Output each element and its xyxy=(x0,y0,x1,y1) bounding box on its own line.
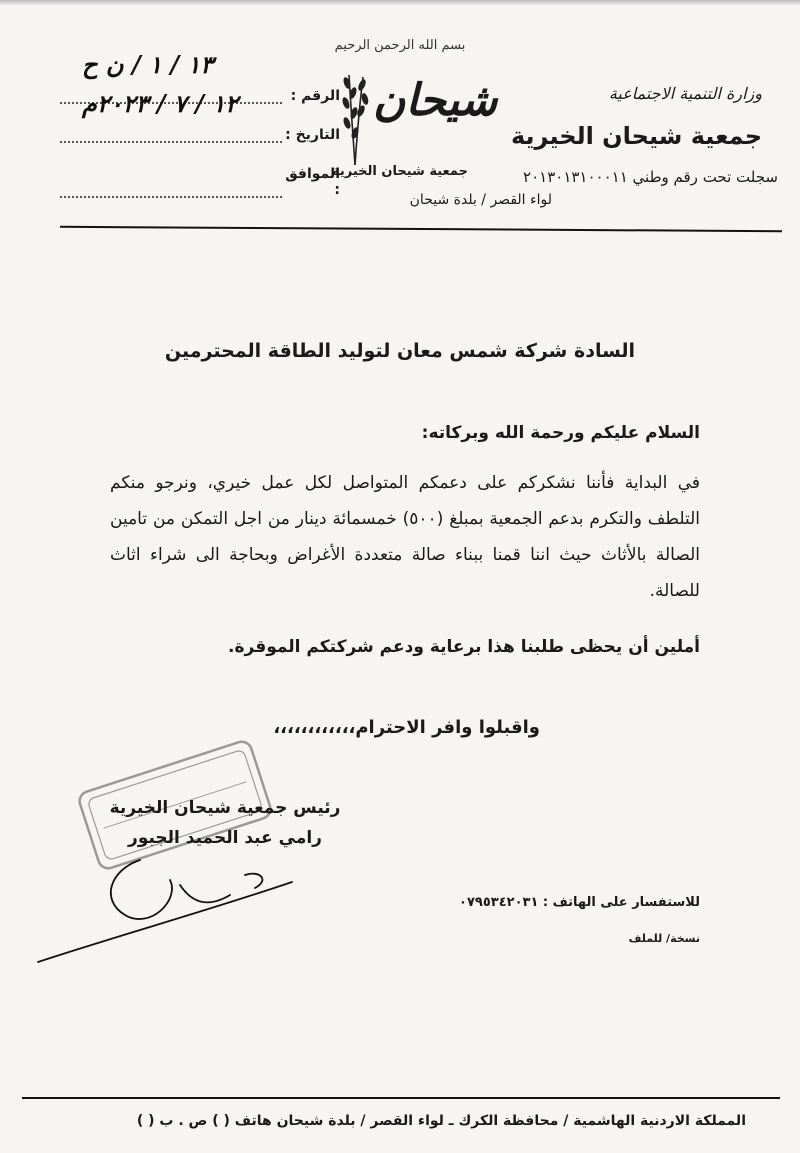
logo-word: شيحان xyxy=(373,75,498,126)
district: لواء القصر / بلدة شيحان xyxy=(409,192,552,208)
date-field xyxy=(60,89,282,143)
scan-edge xyxy=(0,0,800,6)
hijri-date-label: الموافق : xyxy=(285,166,340,198)
signature-icon xyxy=(30,840,350,980)
reference-number-label: الرقم : xyxy=(290,88,340,104)
registration-number: سجلت تحت رقم وطني ٢٠١٣٠١٣١٠٠٠١١ xyxy=(523,168,778,186)
reference-number-value: ١٣ / ١ / ن ح xyxy=(82,50,214,79)
hope-line: أملين أن يحظى طلبنا هذا برعاية ودعم شركتكم الموقرة. xyxy=(228,637,700,657)
footer-address: المملكة الاردنية الهاشمية / محافظة الكرك ـ لواء القصر / بلدة شيحان هاتف ( ) ص . ب ( ) xyxy=(136,1113,746,1129)
recipient-line: السادة شركة شمس معان لتوليد الطاقة المحترمين xyxy=(164,340,636,362)
date-label: التاريخ : xyxy=(285,127,340,143)
phone-contact: للاستفسار على الهاتف : ٠٧٩٥٣٤٢٠٣١ xyxy=(459,895,700,910)
logo-caption: جمعية شيحان الخيرية xyxy=(332,164,468,179)
signatory-title: رئيس جمعية شيحان الخيرية xyxy=(109,798,341,818)
org-name: جمعية شيحان الخيرية xyxy=(510,122,762,150)
greeting: السلام عليكم ورحمة الله وبركاته: xyxy=(421,423,700,443)
ministry-name: وزارة التنمية الاجتماعية xyxy=(608,84,762,103)
handwritten-signature xyxy=(30,840,350,980)
header-divider xyxy=(60,226,782,232)
copy-note: نسخة/ للملف xyxy=(628,932,700,945)
footer-divider xyxy=(22,1097,780,1099)
basmala: بسم الله الرحمن الرحيم xyxy=(334,38,466,53)
date-value: ١٢ / ٧ / ٢٠٢٣م xyxy=(82,89,239,118)
signatory-name: رامي عبد الحميد الجبور xyxy=(128,828,322,848)
hijri-date-field xyxy=(60,178,282,198)
hijri-date-row xyxy=(60,166,340,198)
closing-line: واقبلوا وافر الاحترام،،،،،،،،،،،، xyxy=(273,717,540,738)
letter-body: في البداية فأننا نشكركم على دعمكم المتواصل لكل عمل خيري، ونرجو منكم التلطف والتكرم بدعم الجمعية بمبلغ (٥٠٠) خمسمائة دينار من اجل التمكن من تامين الصالة بالأثاث حيث اننا قمنا ببناء صالة متعددة الأغراض وبحاجة الى شراء اثاث للصالة. xyxy=(110,473,700,601)
